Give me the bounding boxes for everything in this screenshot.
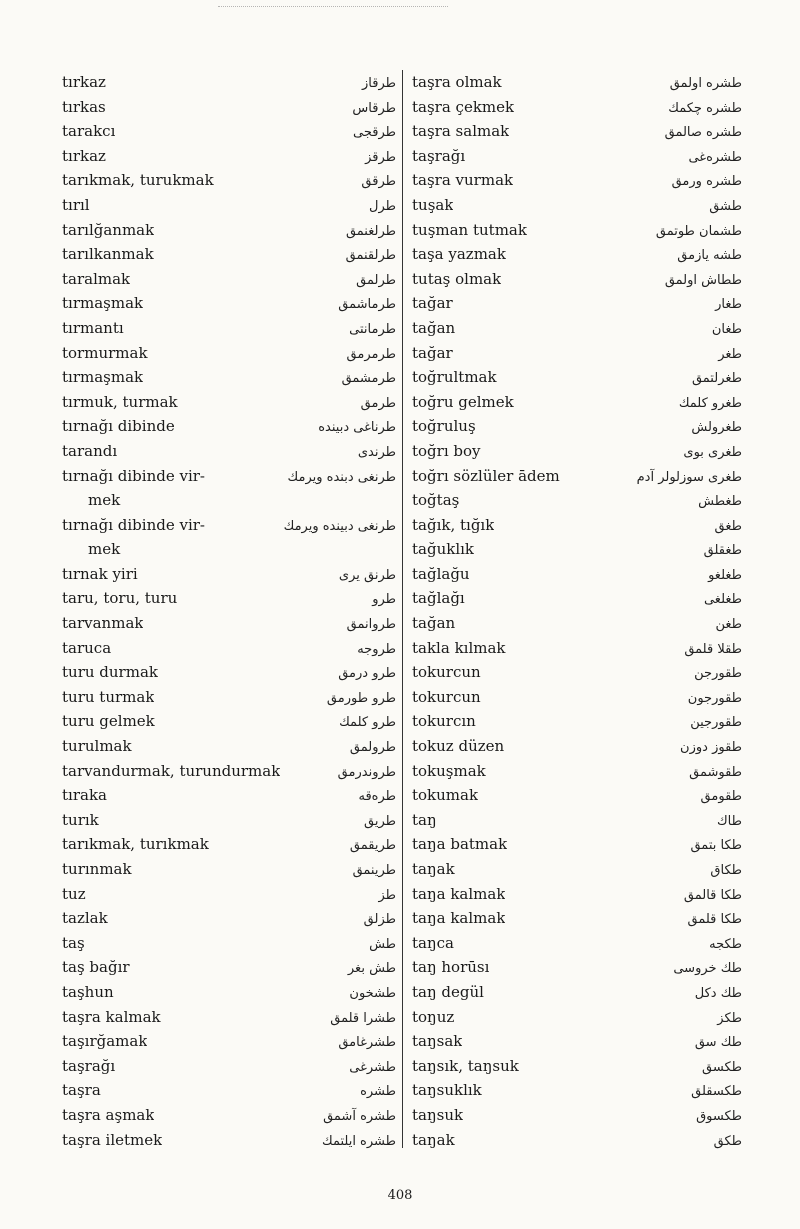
entry-latin-transcription: tağık, tığık [412, 515, 495, 534]
dictionary-entry [62, 513, 396, 538]
entry-latin-transcription: taşırğamak [62, 1032, 148, 1051]
entry-latin-transcription: tarakcı [62, 122, 116, 141]
dictionary-entry [62, 414, 396, 439]
dictionary-entry [62, 316, 396, 341]
entry-ottoman-script: طرناغى دبينده [318, 420, 396, 436]
entry-ottoman-script: طغلغى [703, 592, 742, 608]
entry-latin-transcription: tuşak [412, 195, 454, 214]
dictionary-entry [412, 242, 742, 267]
entry-ottoman-script: طغر [718, 346, 742, 362]
entry-latin-transcription: taŋak [412, 1130, 455, 1149]
dictionary-entry [412, 906, 742, 931]
entry-latin-transcription: tağar [412, 294, 453, 313]
entry-latin-transcription: tarılkanmak [62, 245, 154, 264]
dictionary-entry [412, 759, 742, 784]
dictionary-entry [62, 390, 396, 415]
dictionary-entry [62, 365, 396, 390]
entry-ottoman-script: طرمق [360, 395, 396, 411]
entry-latin-transcription: taşra çekmek [412, 97, 515, 116]
dictionary-entry [62, 218, 396, 243]
entry-ottoman-script: طرلقنمق [345, 248, 396, 264]
dictionary-entry [62, 931, 396, 956]
entry-latin-transcription: turu gelmek [62, 712, 155, 731]
entry-latin-transcription: toŋuz [412, 1007, 455, 1026]
entry-ottoman-script: طرلغنمق [345, 223, 396, 239]
entry-latin-transcription: taŋ [412, 810, 437, 829]
dictionary-entry [62, 95, 396, 120]
entry-ottoman-script: طرو كلمك [339, 715, 396, 731]
entry-latin-transcription: toğrultmak [412, 368, 497, 387]
entry-ottoman-script: طشره اولمق [669, 76, 742, 91]
entry-ottoman-script: طرل [369, 198, 396, 214]
dictionary-entry [62, 1054, 396, 1079]
entry-ottoman-script: طرينمق [352, 863, 396, 878]
entry-latin-transcription: taruca [62, 638, 112, 657]
dictionary-entry [412, 857, 742, 882]
entry-ottoman-script: طشرغامق [338, 1035, 396, 1051]
dictionary-entry [62, 168, 396, 193]
entry-latin-transcription: tağuklık [412, 540, 475, 559]
dictionary-entry [412, 1005, 742, 1030]
entry-ottoman-script: طكسقلق [691, 1084, 742, 1100]
dictionary-entry [62, 267, 396, 292]
entry-ottoman-script: طشره صالمق [664, 125, 742, 141]
entry-latin-transcription: taŋak [412, 860, 455, 878]
entry-ottoman-script: طقوز دوزن [680, 740, 742, 756]
left-column [62, 70, 396, 1152]
entry-ottoman-script: طش [369, 936, 396, 952]
dictionary-entry [62, 660, 396, 685]
entry-ottoman-script: طشره ورمق [671, 174, 742, 190]
dictionary-entry [412, 931, 742, 956]
entry-ottoman-script: ططاش اولمق [664, 272, 742, 288]
entry-ottoman-script: طرقاس [352, 100, 396, 116]
entry-latin-transcription: taŋa batmak [412, 835, 508, 854]
entry-ottoman-script: طرنق يرى [338, 567, 396, 583]
entry-ottoman-script: طرقق [361, 174, 396, 190]
entry-latin-transcription: taşra salmak [412, 122, 510, 141]
entry-latin-transcription: taş bağır [62, 958, 130, 977]
entry-ottoman-script: طكز [717, 1010, 742, 1026]
entry-latin-transcription: taŋ horūsı [412, 958, 490, 977]
entry-latin-transcription: toğruluş [412, 417, 476, 436]
entry-latin-transcription: tırkaz [62, 73, 106, 91]
dictionary-entry [62, 464, 396, 489]
entry-latin-transcription: taŋsuklık [412, 1081, 482, 1100]
entry-continuation: mek [88, 540, 121, 559]
entry-latin-transcription: taşra vurmak [412, 171, 514, 190]
entry-latin-transcription: tarıkmak, turukmak [62, 171, 214, 190]
dictionary-entry [412, 1103, 742, 1128]
entry-latin-transcription: tokurcun [412, 663, 481, 682]
entry-latin-transcription: tuşman tutmak [412, 220, 527, 239]
entry-ottoman-script: طكجه [709, 936, 742, 952]
entry-ottoman-script: طغرى سوزلولر آدم [636, 469, 742, 485]
entry-ottoman-script: طقورجن [694, 666, 742, 682]
entry-latin-transcription: tağan [412, 614, 456, 633]
entry-latin-transcription: toğrı boy [412, 441, 481, 460]
entry-latin-transcription: tarvanmak [62, 614, 144, 633]
dictionary-entry [412, 1128, 742, 1153]
entry-latin-transcription: tarıkmak, turıkmak [62, 835, 209, 854]
dictionary-entry [62, 1128, 396, 1153]
dictionary-entry [62, 734, 396, 759]
dictionary-entry [62, 685, 396, 710]
entry-ottoman-script: طشرەغى [688, 149, 742, 165]
entry-latin-transcription: tarvandurmak, turundurmak [62, 761, 281, 780]
entry-latin-transcription: tağlağu [412, 564, 470, 583]
entry-latin-transcription: taŋ degül [412, 982, 484, 1001]
dictionary-entry [412, 390, 742, 415]
entry-ottoman-script: طرنغى دبينده ويرمك [283, 518, 396, 534]
entry-latin-transcription: tormurmak [62, 343, 148, 362]
dictionary-entry [62, 291, 396, 316]
entry-ottoman-script: طز [378, 887, 396, 903]
entry-latin-transcription: tutaş olmak [412, 269, 502, 288]
entry-ottoman-script: طش بغر [347, 961, 396, 977]
entry-latin-transcription: tağan [412, 318, 456, 337]
entry-ottoman-script: طكق [713, 1133, 742, 1149]
entry-latin-transcription: turınmak [62, 860, 132, 878]
dictionary-entry [62, 70, 396, 95]
entry-latin-transcription: tağar [412, 343, 453, 362]
dictionary-entry [412, 193, 742, 218]
entry-latin-transcription: tarılğanmak [62, 220, 155, 239]
entry-ottoman-script: طكسوق [696, 1108, 742, 1124]
entry-ottoman-script: طغن [715, 617, 742, 633]
dictionary-entry [412, 537, 742, 562]
dictionary-entry [62, 906, 396, 931]
entry-latin-transcription: tırkas [62, 97, 106, 116]
entry-latin-transcription: turu turmak [62, 687, 155, 706]
entry-latin-transcription: tokurcın [412, 712, 476, 731]
entry-ottoman-script: طرنغى دبنده ويرمك [287, 469, 396, 485]
dictionary-entry [412, 808, 742, 833]
entry-latin-transcription: tazlak [62, 909, 108, 928]
entry-ottoman-script: طشرا قلمق [330, 1010, 396, 1026]
dictionary-entry [412, 832, 742, 857]
dictionary-entry [412, 783, 742, 808]
entry-ottoman-script: طريقمق [349, 838, 396, 854]
entry-latin-transcription: tağlağı [412, 589, 465, 608]
dictionary-entry [62, 783, 396, 808]
dictionary-entry [412, 168, 742, 193]
dictionary-entry [62, 1078, 396, 1103]
entry-ottoman-script: طرو [372, 592, 396, 608]
entry-ottoman-script: طقورجون [687, 690, 742, 706]
entry-ottoman-script: طروندرمق [337, 764, 396, 780]
dictionary-entry [62, 1029, 396, 1054]
entry-ottoman-script: طرو طورمق [326, 690, 396, 706]
dictionary-entry [412, 341, 742, 366]
entry-latin-transcription: tırkaz [62, 146, 106, 165]
entry-latin-transcription: taşa yazmak [412, 245, 506, 264]
entry-ottoman-script: طشرغى [349, 1059, 396, 1075]
entry-ottoman-script: طزلق [363, 912, 396, 928]
dictionary-entry [62, 832, 396, 857]
entry-latin-transcription: turık [62, 810, 99, 829]
entry-latin-transcription: tokumak [412, 786, 479, 805]
entry-ottoman-script: طقورجين [690, 715, 742, 731]
dictionary-entry [412, 709, 742, 734]
dictionary-entry [62, 636, 396, 661]
entry-ottoman-script: طشره [360, 1084, 396, 1100]
entry-ottoman-script: طشه يازمق [677, 248, 742, 264]
entry-latin-transcription: taŋa kalmak [412, 909, 506, 928]
entry-ottoman-script: طك خروسى [673, 961, 742, 977]
entry-latin-transcription: tokuşmak [412, 761, 486, 780]
entry-continuation: mek [88, 491, 121, 510]
dictionary-entry [412, 218, 742, 243]
dictionary-entry [412, 1029, 742, 1054]
entry-latin-transcription: taŋca [412, 933, 454, 952]
entry-ottoman-script: طغان [711, 321, 742, 337]
entry-latin-transcription: taşra aşmak [62, 1105, 155, 1124]
entry-latin-transcription: taşra olmak [412, 73, 502, 91]
entry-latin-transcription: taşrağı [62, 1056, 116, 1075]
dictionary-entry [412, 513, 742, 538]
entry-ottoman-script: طرمشمق [341, 371, 396, 387]
entry-latin-transcription: takla kılmak [412, 638, 506, 657]
entry-ottoman-script: طكاق [710, 863, 742, 878]
dictionary-entry [62, 562, 396, 587]
entry-latin-transcription: tırnağı dibinde [62, 417, 175, 436]
dictionary-entry [412, 611, 742, 636]
dictionary-entry [412, 734, 742, 759]
entry-latin-transcription: tokurcun [412, 687, 481, 706]
dictionary-entry [62, 439, 396, 464]
dictionary-entry [62, 611, 396, 636]
dictionary-entry [412, 267, 742, 292]
entry-ottoman-script: طاك [716, 813, 742, 829]
dictionary-entry [412, 488, 742, 513]
dictionary-entry [412, 586, 742, 611]
dictionary-entry [412, 562, 742, 587]
entry-latin-transcription: tırnak yiri [62, 564, 138, 583]
entry-ottoman-script: طرندى [357, 444, 396, 460]
dictionary-entry [412, 685, 742, 710]
entry-latin-transcription: tırmaşmak [62, 294, 144, 313]
dictionary-entry [62, 119, 396, 144]
entry-ottoman-script: طرقز [365, 149, 396, 165]
entry-ottoman-script: طغرى بوى [683, 444, 742, 460]
entry-ottoman-script: طروانمق [346, 617, 396, 633]
dictionary-entry [62, 193, 396, 218]
entry-latin-transcription: turu durmak [62, 663, 158, 682]
entry-ottoman-script: طغلغو [708, 567, 742, 583]
dictionary-entry [412, 291, 742, 316]
entry-ottoman-script: طرقاز [362, 76, 396, 91]
dictionary-entry [62, 1103, 396, 1128]
entry-ottoman-script: طكسق [702, 1059, 742, 1075]
entry-ottoman-script: طرەقه [358, 789, 396, 805]
entry-ottoman-script: طك دكل [694, 985, 742, 1001]
entry-latin-transcription: taŋa kalmak [412, 884, 506, 903]
entry-ottoman-script: طرقجى [353, 125, 396, 141]
entry-latin-transcription: tırmaşmak [62, 368, 144, 387]
header-rule [218, 6, 448, 9]
entry-ottoman-script: طرولمق [349, 740, 396, 756]
entry-latin-transcription: taşhun [62, 982, 114, 1001]
entry-latin-transcription: toğrı sözlüler ādem [412, 466, 560, 485]
entry-latin-transcription: toğru gelmek [412, 392, 514, 411]
entry-ottoman-script: طرماشمق [338, 297, 396, 313]
entry-ottoman-script: طرو درمق [338, 666, 396, 682]
entry-latin-transcription: tırmantı [62, 318, 124, 337]
dictionary-entry [412, 144, 742, 169]
entry-ottoman-script: طشره آشمق [323, 1108, 396, 1124]
entry-ottoman-script: طرمرمق [346, 346, 396, 362]
entry-ottoman-script: طغطش [698, 494, 742, 510]
dictionary-entry [412, 95, 742, 120]
entry-ottoman-script: طكا قلمق [687, 912, 742, 928]
dictionary-entry [62, 1005, 396, 1030]
dictionary-entry [62, 808, 396, 833]
entry-ottoman-script: طكا قالمق [683, 887, 742, 903]
dictionary-entry [412, 439, 742, 464]
entry-latin-transcription: tırnağı dibinde vir- [62, 466, 205, 485]
dictionary-entry [412, 464, 742, 489]
entry-ottoman-script: طغار [715, 297, 742, 313]
dictionary-entry [62, 882, 396, 907]
entry-latin-transcription: taralmak [62, 269, 131, 288]
entry-latin-transcription: taŋsuk [412, 1105, 464, 1124]
entry-ottoman-script: طشق [709, 198, 742, 214]
dictionary-entry [412, 119, 742, 144]
entry-latin-transcription: taşra iletmek [62, 1130, 163, 1149]
entry-ottoman-script: طشخون [349, 985, 396, 1001]
entry-ottoman-script: طشمان طوتمق [655, 223, 742, 239]
dictionary-entry [412, 316, 742, 341]
entry-latin-transcription: taşra [62, 1081, 101, 1100]
dictionary-entry [62, 144, 396, 169]
dictionary-entry [412, 882, 742, 907]
entry-latin-transcription: tokuz düzen [412, 737, 505, 756]
entry-ottoman-script: طشره ايلتمك [322, 1133, 396, 1149]
dictionary-entry [412, 414, 742, 439]
entry-ottoman-script: طقلا قلمق [684, 641, 742, 657]
entry-ottoman-script: طغرولش [691, 420, 742, 436]
entry-latin-transcription: taŋsık, taŋsuk [412, 1056, 519, 1075]
dictionary-entry [412, 70, 742, 95]
entry-latin-transcription: tırnağı dibinde vir- [62, 515, 205, 534]
entry-ottoman-script: طرمانتى [349, 321, 396, 337]
entry-ottoman-script: طقوشمق [689, 764, 742, 780]
entry-ottoman-script: طرلمق [356, 272, 396, 288]
dictionary-entry [62, 857, 396, 882]
dictionary-entry [412, 660, 742, 685]
entry-latin-transcription: taş [62, 933, 85, 952]
entry-ottoman-script: طقومق [700, 789, 742, 805]
dictionary-entry [412, 1078, 742, 1103]
entry-ottoman-script: طروجه [357, 641, 396, 657]
entry-latin-transcription: tuz [62, 884, 86, 903]
entry-ottoman-script: طشره چكمك [668, 100, 742, 116]
entry-latin-transcription: tıraka [62, 786, 107, 805]
entry-latin-transcription: taşrağı [412, 146, 466, 165]
entry-latin-transcription: tırıl [62, 195, 90, 214]
dictionary-entry [412, 1054, 742, 1079]
entry-latin-transcription: taşra kalmak [62, 1007, 161, 1026]
entry-latin-transcription: turulmak [62, 737, 132, 756]
dictionary-entry [62, 341, 396, 366]
dictionary-entry [62, 242, 396, 267]
entry-latin-transcription: taru, toru, turu [62, 589, 178, 608]
dictionary-entry [62, 955, 396, 980]
dictionary-entry [62, 709, 396, 734]
column-divider [402, 70, 403, 1148]
dictionary-entry [62, 980, 396, 1005]
right-column [412, 70, 742, 1152]
entry-ottoman-script: طك سق [694, 1035, 742, 1051]
entry-latin-transcription: taŋsak [412, 1032, 463, 1051]
entry-ottoman-script: طريق [364, 813, 396, 829]
entry-latin-transcription: tarandı [62, 441, 118, 460]
dictionary-entry [412, 980, 742, 1005]
dictionary-entry [62, 759, 396, 784]
entry-ottoman-script: طغق [714, 518, 742, 534]
dictionary-entry [62, 586, 396, 611]
dictionary-entry [412, 365, 742, 390]
entry-ottoman-script: طغرو كلمك [678, 395, 742, 411]
dictionary-entry [412, 636, 742, 661]
entry-latin-transcription: toğtaş [412, 491, 460, 510]
entry-ottoman-script: طغرلتمق [691, 371, 742, 387]
entry-ottoman-script: طغقلق [703, 543, 742, 559]
entry-ottoman-script: طكا بتمق [690, 838, 742, 854]
dictionary-entry [412, 955, 742, 980]
entry-latin-transcription: tırmuk, turmak [62, 392, 178, 411]
page-number: 408 [387, 1188, 413, 1203]
